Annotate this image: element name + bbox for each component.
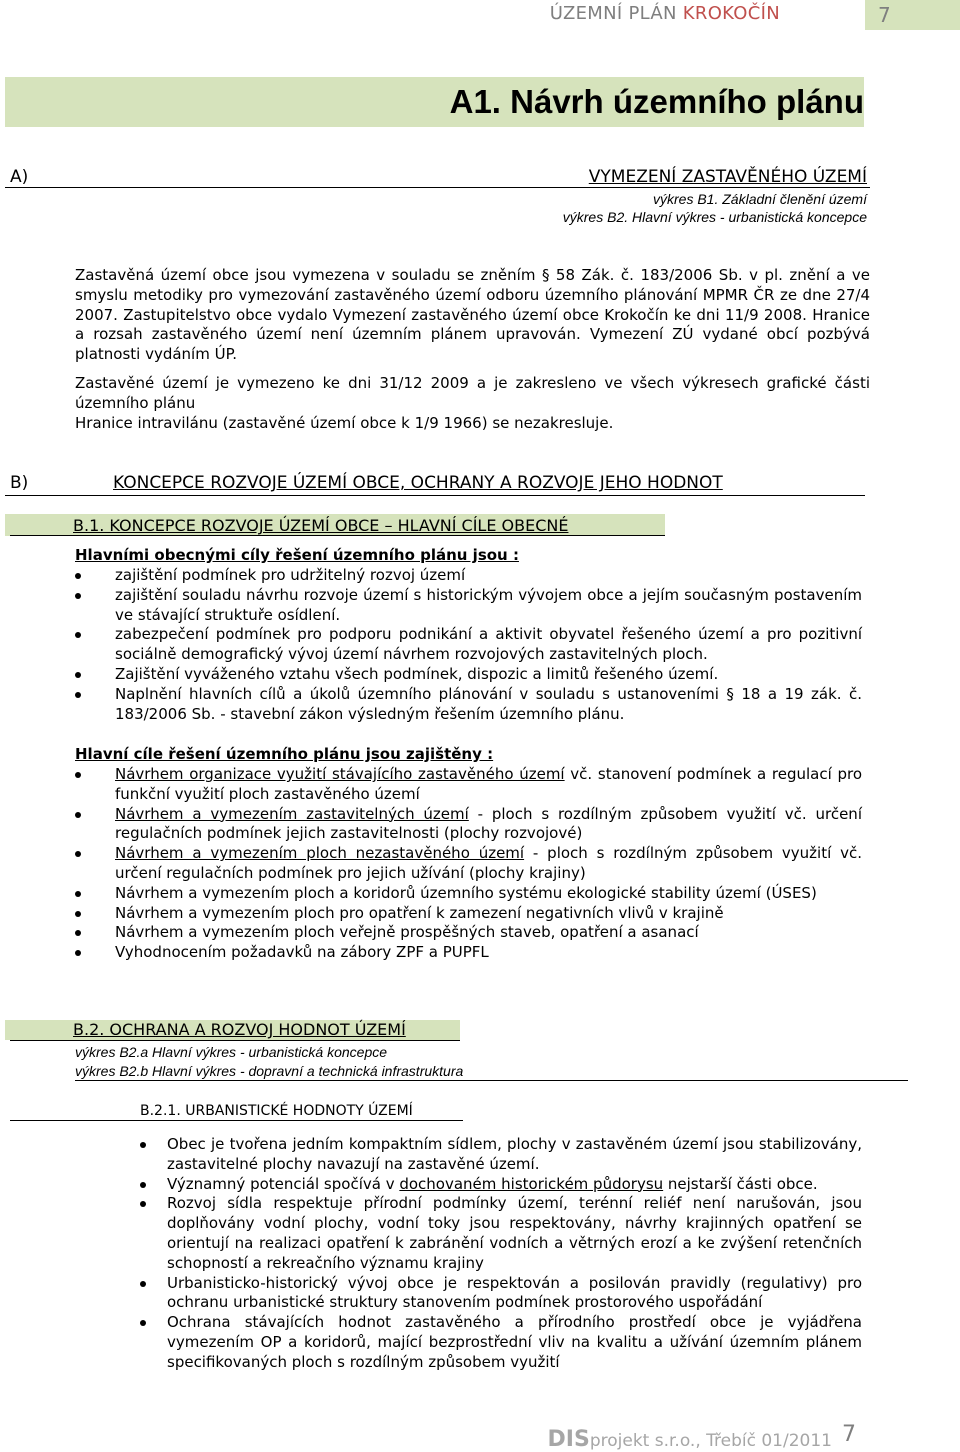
bullet-icon bbox=[75, 632, 81, 638]
section-a-paragraph-1: Zastavěná území obce jsou vymezena v souladu se zněním § 58 Zák. č. 183/2006 Sb. v pl. znění a ve smyslu metodiky pro vymezování zastavěného území odboru územního plánování MPMR ČR ze dne 27/4 2007. Zastupitelstvo obce vydalo Vymezení zastavěného území obce Krokočín ke dni 11/9 2008. Hranice a rozsah zastavěného území není územním plánem upravován. Vymezení ZÚ vydané obcí pozbývá platnosti vydáním ÚP. bbox=[75, 266, 870, 364]
section-a-paragraph-2: Zastavěné území je vymezeno ke dni 31/12 2009 a je zakresleno ve všech výkresech grafické části územního plánu bbox=[75, 374, 870, 412]
bullet-icon bbox=[75, 851, 81, 857]
bullet-icon bbox=[75, 911, 81, 917]
section-b-letter: B) bbox=[10, 473, 29, 493]
list-item: Návrhem a vymezením ploch nezastavěného území - ploch s rozdílným způsobem využití vč. určení regulačních podmínek pro jejich užívání (plochy krajiny) bbox=[75, 844, 862, 884]
section-b-title: KONCEPCE ROZVOJE ÚZEMÍ OBCE, OCHRANY A ROZVOJE JEHO HODNOT bbox=[113, 473, 723, 493]
bullet-icon bbox=[75, 672, 81, 678]
section-a-header bbox=[5, 167, 870, 231]
section-a-title: VYMEZENÍ ZASTAVĚNÉHO ÚZEMÍ bbox=[588, 167, 867, 187]
section-b-rule bbox=[5, 495, 865, 496]
goals-heading: Hlavními obecnými cíly řešení územního plánu jsou : bbox=[75, 546, 519, 564]
bullet-icon bbox=[140, 1320, 146, 1326]
b2-drawing-ref-1: výkres B2.a Hlavní výkres - urbanistická koncepce bbox=[75, 1044, 388, 1060]
bullet-icon bbox=[75, 573, 81, 579]
list-item: Naplnění hlavních cílů a úkolů územního plánování v souladu s ustanoveními § 18 a 19 zák. č. 183/2006 Sb. - stavební zákon výsledným řešením územního plánu. bbox=[75, 685, 862, 725]
list-item: zajištění souladu návrhu rozvoje území s historickým vývojem obce a jejím současným postavením ve stávající struktuře osídlení. bbox=[75, 586, 862, 626]
section-a-letter: A) bbox=[10, 167, 29, 187]
b1-title: B.1. KONCEPCE ROZVOJE ÚZEMÍ OBCE – HLAVNÍ CÍLE OBECNÉ bbox=[73, 516, 569, 535]
header-page-number: 7 bbox=[865, 0, 960, 30]
bullet-icon bbox=[75, 812, 81, 818]
list-item: zabezpečení podmínek pro podporu podnikání a aktivit obyvatel řešeného území a pro pozitivní sociálně demografický vývoj území návrhem rozvojových zastavitelných ploch. bbox=[75, 625, 862, 665]
list-item: Rozvoj sídla respektuje přírodní podmínky území, terénní reliéf není narušován, jsou doplňovány vodní plochy, vodní toky jsou respektovány, návrhy krajinných opatření se orientují na realizaci opatření k zabránění vodních a větrných erozí a ke zvýšení retenčních schopností a rekreačního významu krajiny bbox=[140, 1194, 862, 1273]
b21-title: B.2.1. URBANISTICKÉ HODNOTY ÚZEMÍ bbox=[140, 1103, 413, 1119]
ensured-heading: Hlavní cíle řešení územního plánu jsou zajištěny : bbox=[75, 745, 494, 763]
bullet-icon bbox=[75, 772, 81, 778]
list-item: Obec je tvořena jedním kompaktním sídlem, plochy v zastavěném území jsou stabilizovány, zastavitelné plochy navazují na zastavěné území. bbox=[140, 1135, 862, 1175]
b2-rule bbox=[10, 1040, 460, 1041]
list-item: zajištění podmínek pro udržitelný rozvoj území bbox=[75, 566, 862, 586]
bullet-icon bbox=[75, 593, 81, 599]
list-item: Vyhodnocením požadavků na zábory ZPF a PUPFL bbox=[75, 943, 862, 963]
running-header bbox=[550, 4, 780, 23]
b1-rule bbox=[10, 535, 665, 536]
main-title: A1. Návrh územního plánu bbox=[449, 83, 864, 120]
b2-drawing-ref-2: výkres B2.b Hlavní výkres - dopravní a technická infrastruktura bbox=[75, 1063, 464, 1079]
bullet-icon bbox=[140, 1182, 146, 1188]
bullet-icon bbox=[140, 1201, 146, 1207]
values-list bbox=[140, 1135, 862, 1373]
goals-list bbox=[75, 566, 862, 724]
bullet-icon bbox=[75, 692, 81, 698]
list-item: Ochrana stávajících hodnot zastavěného a přírodního prostředí obce je vyjádřena vymezením OP a koridorů, mající bezprostřední vliv na kvalitu a užívání územním plánem specifikovaných ploch s rozdílným způsobem využití bbox=[140, 1313, 862, 1372]
list-item: Návrhem a vymezením ploch pro opatření k zamezení negativních vlivů v krajině bbox=[75, 904, 862, 924]
list-item: Návrhem a vymezením ploch a koridorů územního systému ekologické stability území (ÚSES) bbox=[75, 884, 862, 904]
footer-logo-dis: DIS bbox=[547, 1427, 590, 1452]
main-title-band bbox=[5, 77, 864, 127]
header-title: ÚZEMNÍ PLÁN bbox=[549, 3, 677, 24]
list-item: Urbanisticko-historický vývoj obce je respektován a posilován pravidly (regulativy) pro ochranu urbanistické struktury stanovením podmínek prostorového uspořádání bbox=[140, 1274, 862, 1314]
header-village-name: KROKOČÍN bbox=[682, 3, 780, 24]
b2-title: B.2. OCHRANA A ROZVOJ HODNOT ÚZEMÍ bbox=[73, 1020, 406, 1039]
bullet-icon bbox=[75, 950, 81, 956]
b21-rule bbox=[10, 1120, 463, 1121]
list-item: Zajištění vyváženého vztahu všech podmínek, dispozic a limitů řešeného území. bbox=[75, 665, 862, 685]
list-item: Návrhem a vymezením zastavitelných území - ploch s rozdílným způsobem využití vč. určení regulačních podmínek jejich zastavitelnosti (plochy rozvojové) bbox=[75, 805, 862, 845]
bullet-icon bbox=[140, 1142, 146, 1148]
bullet-icon bbox=[75, 891, 81, 897]
section-a-drawing-ref-2: výkres B2. Hlavní výkres - urbanistická koncepce bbox=[562, 209, 867, 225]
section-b-header bbox=[5, 472, 865, 496]
list-item: Návrhem organizace využití stávajícího zastavěného území vč. stanovení podmínek a regulací pro funkční využití ploch zastavěného území bbox=[75, 765, 862, 805]
footer-text: projekt s.r.o., Třebíč 01/2011 bbox=[589, 1431, 832, 1451]
section-a-rule bbox=[5, 187, 870, 188]
section-a-drawing-ref-1: výkres B1. Základní členění území bbox=[653, 191, 867, 207]
bullet-icon bbox=[140, 1281, 146, 1287]
list-item: Významný potenciál spočívá v dochovaném historickém půdorysu nejstarší části obce. bbox=[140, 1175, 862, 1195]
b1-header bbox=[5, 514, 665, 536]
b2-divider bbox=[75, 1080, 908, 1081]
footer-page-number: 7 bbox=[842, 1422, 856, 1447]
ensured-list bbox=[75, 765, 862, 963]
b2-header bbox=[5, 1020, 460, 1040]
list-item: Návrhem a vymezením ploch veřejně prospěšných staveb, opatření a asanací bbox=[75, 923, 862, 943]
section-a-paragraph-3: Hranice intravilánu (zastavěné území obce k 1/9 1966) se nezakresluje. bbox=[75, 414, 614, 432]
footer-company bbox=[547, 1427, 832, 1452]
bullet-icon bbox=[75, 930, 81, 936]
